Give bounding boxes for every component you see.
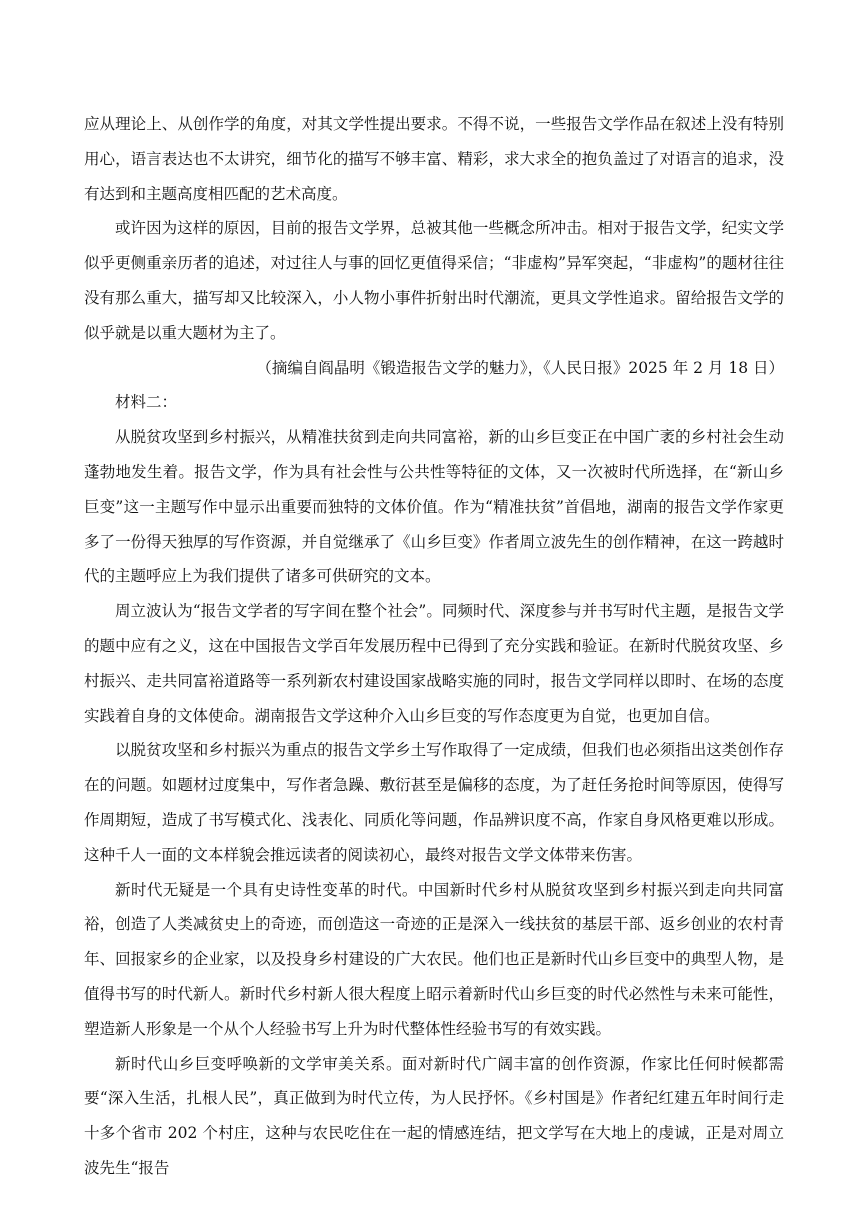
material1-source-citation: （摘编自阎晶明《锻造报告文学的魅力》，《人民日报》2025 年 2 月 18 日） [256,358,784,377]
material1-paragraph: 或许因为这样的原因，目前的报告文学界，总被其他一些概念所冲击。相对于报告文学，纪实文学似乎更侧重亲历者的追述，对过往人与事的回忆更值得采信；“非虚构”异军突起，“非虚构”的题材往往没有那么重大，描写却又比较深入，小人物小事件折射出时代潮流，更具文学性追求。留给报告文学的似乎就是以重大题材为主了。 [84,219,784,342]
material2-paragraph-1: 从脱贫攻坚到乡村振兴，从精准扶贫到走向共同富裕，新的山乡巨变正在中国广袤的乡村社会生动蓬勃地发生着。报告文学，作为具有社会性与公共性等特征的文体，又一次被时代所选择，在“新山乡巨变”这一主题写作中显示出重要而独特的文体价值。作为“精准扶贫”首倡地，湖南的报告文学作家更多了一份得天独厚的写作资源，并自觉继承了《山乡巨变》作者周立波先生的创作精神，在这一跨越时代的主题呼应上为我们提供了诸多可供研究的文本。 [84,428,784,586]
material1-paragraph-continued: 应从理论上、从创作学的角度，对其文学性提出要求。不得不说，一些报告文学作品在叙述上没有特别用心，语言表达也不太讲究，细节化的描写不够丰富、精彩，求大求全的抱负盖过了对语言的追求，没有达到和主题高度相匹配的艺术高度。 [84,115,784,203]
material2-paragraph-5: 新时代山乡巨变呼唤新的文学审美关系。面对新时代广阔丰富的创作资源，作家比任何时候都需要“深入生活，扎根人民”，真正做到为时代立传，为人民抒怀。《乡村国是》作者纪红建五年时间行走十多个省市 202 个村庄，这种与农民吃住在一起的情感连结，把文学写在大地上的虔诚，正是对周立波先生“报告 [84,1054,784,1177]
material2-paragraph-3: 以脱贫攻坚和乡村振兴为重点的报告文学乡土写作取得了一定成绩，但我们也必须指出这类创作存在的问题。如题材过度集中，写作者急躁、敷衍甚至是偏移的态度，为了赶任务抢时间等原因，使得写作周期短，造成了书写模式化、浅表化、同质化等问题，作品辨识度不高，作家自身风格更难以形成。这种千人一面的文本样貌会推远读者的阅读初心，最终对报告文学文体带来伤害。 [84,741,784,864]
material2-label: 材料二： [115,393,178,412]
material2-paragraph-2: 周立波认为“报告文学者的写字间在整个社会”。同频时代、深度参与并书写时代主题，是报告文学的题中应有之义，这在中国报告文学百年发展历程中已得到了充分实践和验证。在新时代脱贫攻坚、乡村振兴、走共同富裕道路等一系列新农村建设国家战略实施的同时，报告文学同样以即时、在场的态度实践着自身的文体使命。湖南报告文学这种介入山乡巨变的写作态度更为自觉，也更加自信。 [84,602,784,725]
document-body [84,107,784,1186]
material2-paragraph-4: 新时代无疑是一个具有史诗性变革的时代。中国新时代乡村从脱贫攻坚到乡村振兴到走向共同富裕，创造了人类减贫史上的奇迹，而创造这一奇迹的正是深入一线扶贫的基层干部、返乡创业的农村青年、回报家乡的企业家，以及投身乡村建设的广大农民。他们也正是新时代山乡巨变中的典型人物，是值得书写的时代新人。新时代乡村新人很大程度上昭示着新时代山乡巨变的时代必然性与未来可能性，塑造新人形象是一个从个人经验书写上升为时代整体性经验书写的有效实践。 [84,880,784,1038]
